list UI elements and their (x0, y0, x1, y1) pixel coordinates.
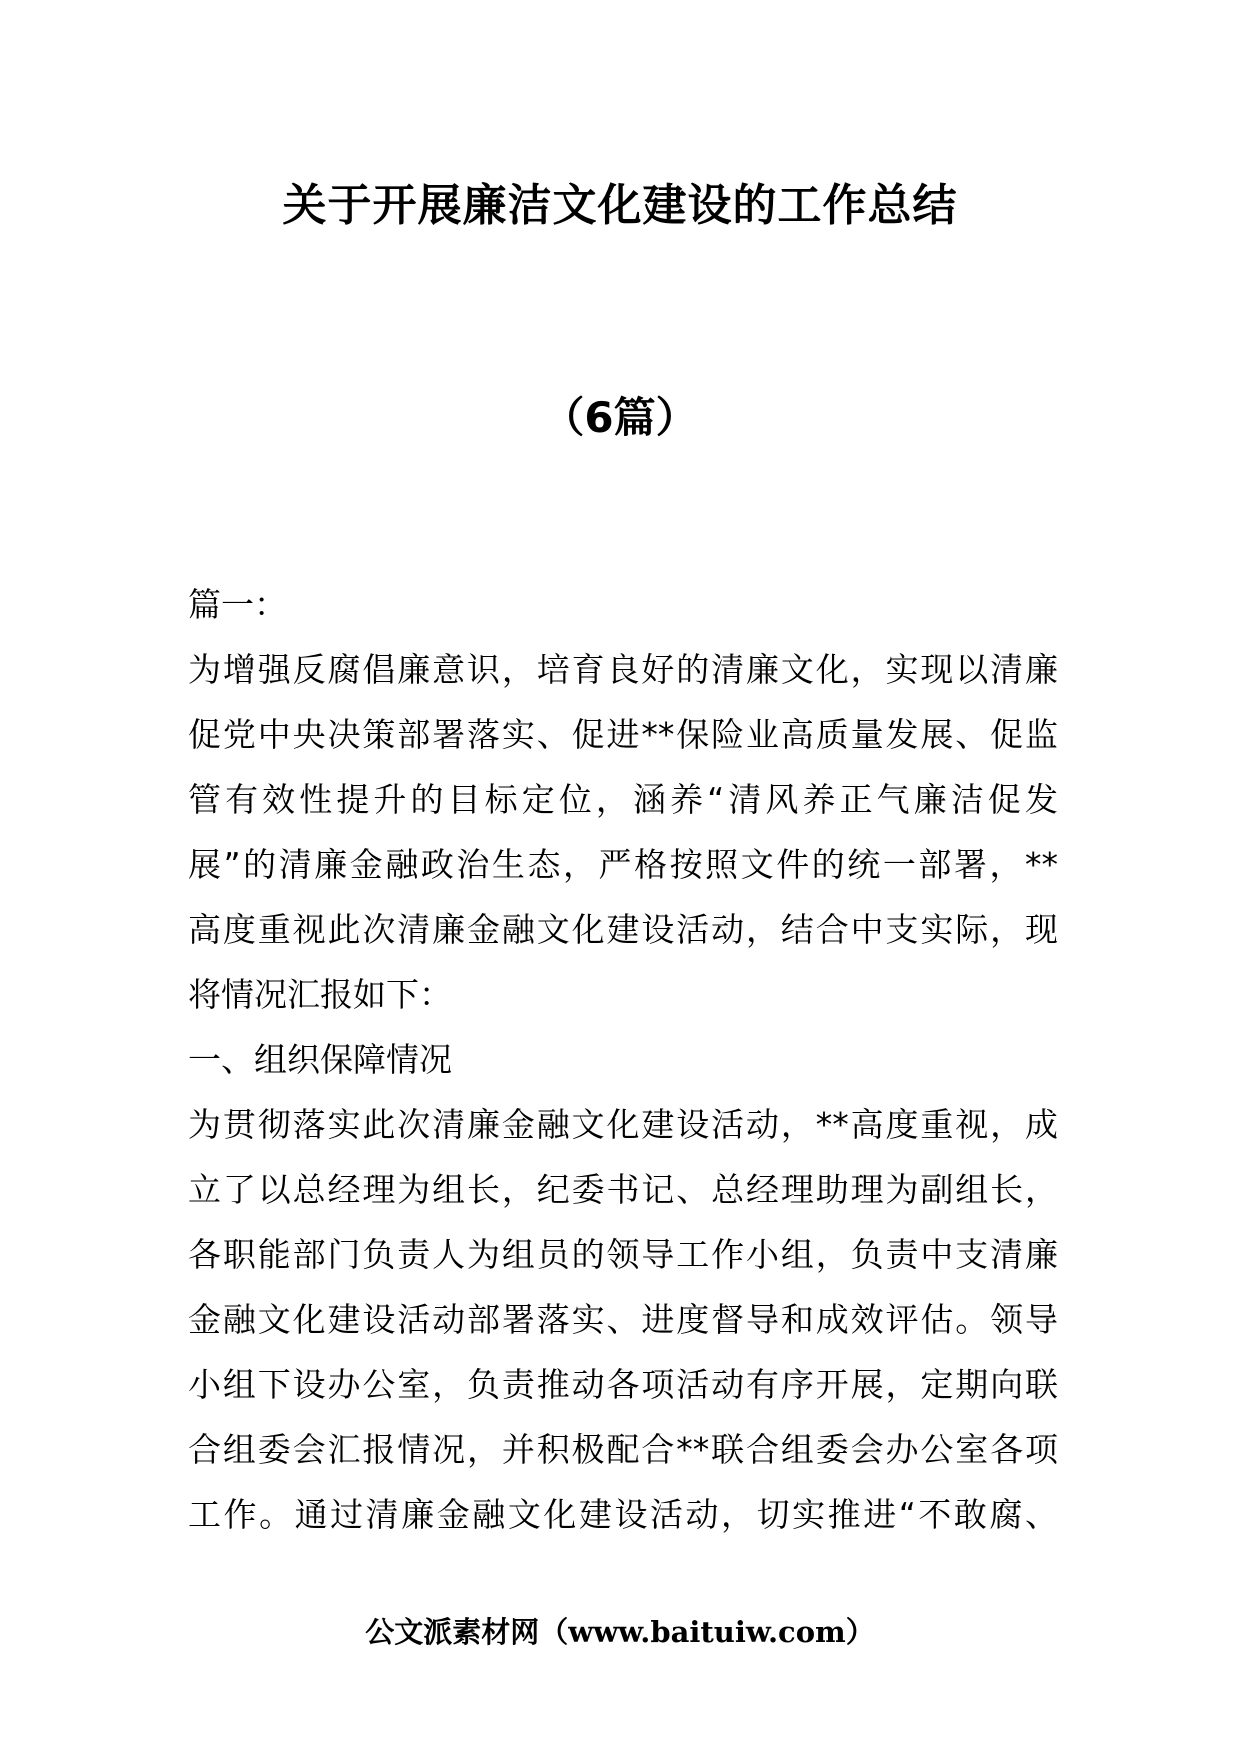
body-line: 为贯彻落实此次清廉金融文化建设活动，**高度重视，成 (188, 1105, 1058, 1144)
body-line: 将情况汇报如下： (188, 975, 452, 1014)
body-line: 金融文化建设活动部署落实、进度督导和成效评估。领导 (188, 1300, 1058, 1339)
page-footer: 公文派素材网（www.baituiw.com） (365, 1615, 875, 1649)
body-line: 为增强反腐倡廉意识，培育良好的清廉文化，实现以清廉 (188, 650, 1058, 689)
document-body (188, 572, 1058, 1547)
body-line: 一、组织保障情况 (188, 1040, 452, 1079)
body-line: 工作。通过清廉金融文化建设活动，切实推进“不敢腐、 (188, 1495, 1058, 1534)
body-line: 高度重视此次清廉金融文化建设活动，结合中支实际，现 (188, 910, 1058, 949)
body-line: 促党中央决策部署落实、促进**保险业高质量发展、促监 (188, 715, 1058, 754)
body-line: 各职能部门负责人为组员的领导工作小组，负责中支清廉 (188, 1235, 1058, 1274)
body-line: 篇一： (188, 585, 287, 624)
body-line: 管有效性提升的目标定位，涵养“清风养正气廉洁促发 (188, 780, 1058, 819)
body-line: 立了以总经理为组长，纪委书记、总经理助理为副组长， (188, 1170, 1058, 1209)
body-line: 小组下设办公室，负责推动各项活动有序开展，定期向联 (188, 1365, 1058, 1404)
body-line: 合组委会汇报情况，并积极配合**联合组委会办公室各项 (188, 1430, 1058, 1469)
body-line: 展”的清廉金融政治生态，严格按照文件的统一部署，** (188, 845, 1058, 884)
document-subtitle: （6篇） (542, 393, 698, 442)
document-title: 关于开展廉洁文化建设的工作总结 (282, 180, 958, 231)
